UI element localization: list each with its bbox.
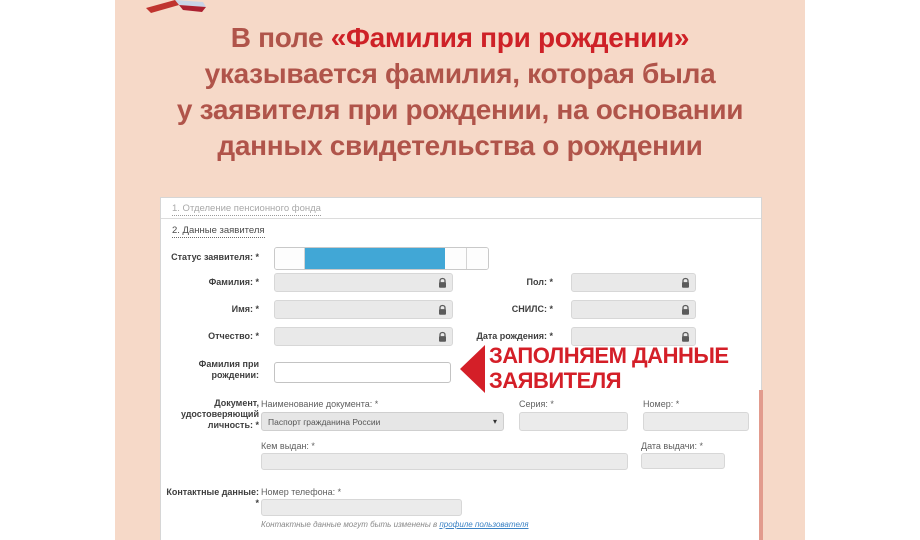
title-highlight: «Фамилия при рождении» (330, 22, 690, 53)
contacts-note-text: Контактные данные могут быть изменены в (261, 520, 440, 529)
section-link-pension-fund[interactable]: 1. Отделение пенсионного фонда (172, 203, 321, 214)
identity-document-label-line2: удостоверяющий (180, 409, 259, 419)
number-label: Номер: * (643, 399, 680, 409)
title-line-4: данных свидетельства о рождении (217, 130, 703, 161)
lock-icon (681, 331, 690, 342)
birthdate-label: Дата рождения: * (476, 331, 553, 341)
section-header-pension-fund (161, 198, 761, 219)
firstname-field (274, 300, 453, 319)
series-label: Серия: * (519, 399, 554, 409)
page-title (95, 20, 825, 164)
status-option-1[interactable] (275, 248, 305, 269)
issued-by-input[interactable] (261, 453, 628, 470)
identity-document-label-line1: Документ, (214, 398, 259, 408)
issued-by-label: Кем выдан: * (261, 441, 315, 451)
snils-label: СНИЛС: * (511, 304, 553, 314)
lock-icon (681, 277, 690, 288)
issue-date-input[interactable] (641, 453, 725, 469)
birth-surname-label (161, 359, 259, 381)
profile-link[interactable]: профиле пользователя (439, 520, 529, 529)
patronymic-label: Отчество: * (208, 331, 259, 341)
title-line-3: у заявителя при рождении, на основании (176, 94, 744, 125)
section-link-applicant-data[interactable]: 2. Данные заявителя (172, 225, 265, 236)
status-option-3[interactable] (445, 248, 467, 269)
callout-line2: ЗАЯВИТЕЛЯ (489, 368, 622, 393)
issue-date-label: Дата выдачи: * (641, 441, 703, 451)
callout-text (489, 343, 729, 393)
chevron-down-icon: ▾ (492, 417, 497, 426)
application-form (160, 197, 762, 540)
status-segmented-control[interactable] (274, 247, 489, 270)
title-line-2: указывается фамилия, которая была (204, 58, 716, 89)
document-name-value: Паспорт гражданина России (268, 416, 381, 427)
firstname-label: Имя: * (231, 304, 259, 314)
form-right-edge-decoration (759, 390, 763, 540)
infographic-background (115, 0, 805, 540)
number-input[interactable] (643, 412, 749, 431)
surname-field (274, 273, 453, 292)
section-header-applicant-data (172, 225, 265, 236)
callout-line1: ЗАПОЛНЯЕМ ДАННЫЕ (489, 343, 729, 368)
status-option-4[interactable] (467, 248, 488, 269)
title-line-1: В поле «Фамилия при рождении» (230, 22, 690, 53)
surname-label: Фамилия: * (208, 277, 259, 287)
contacts-label: Контактные данные: * (166, 487, 259, 508)
status-label: Статус заявителя: * (171, 252, 259, 262)
ribbon-logo-icon (143, 0, 209, 14)
phone-label: Номер телефона: * (261, 487, 342, 497)
lock-icon (438, 277, 447, 288)
identity-document-label-line3: личность: * (207, 420, 259, 430)
gender-label: Пол: * (526, 277, 553, 287)
birth-surname-input[interactable] (274, 362, 451, 383)
series-input[interactable] (519, 412, 628, 431)
lock-icon (681, 304, 690, 315)
phone-input[interactable] (261, 499, 462, 516)
lock-icon (438, 304, 447, 315)
birth-surname-label-line1: Фамилия при (198, 359, 259, 369)
patronymic-field (274, 327, 453, 346)
gender-field (571, 273, 696, 292)
callout-arrow-icon (460, 345, 485, 393)
contacts-note (261, 520, 529, 529)
document-name-label: Наименование документа: * (261, 399, 379, 409)
snils-field (571, 300, 696, 319)
birth-surname-label-line2: рождении: (211, 370, 259, 380)
document-name-select[interactable] (261, 412, 504, 431)
lock-icon (438, 331, 447, 342)
identity-document-label (161, 398, 259, 431)
status-option-selected[interactable] (305, 248, 446, 269)
